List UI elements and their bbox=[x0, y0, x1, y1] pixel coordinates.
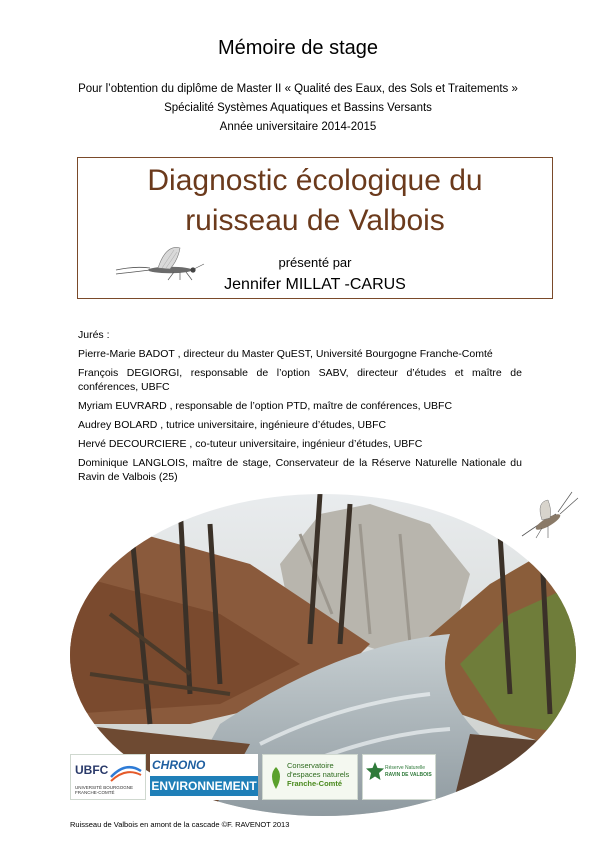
mayfly-illustration-small bbox=[512, 486, 582, 551]
cen-franche-comte-logo bbox=[262, 754, 358, 800]
partner-logos bbox=[70, 754, 480, 800]
cen-logo-line-3: Franche-Comté bbox=[287, 779, 343, 788]
thesis-title-box bbox=[77, 157, 553, 299]
jury-member: Dominique LANGLOIS, maître de stage, Conservateur de la Réserve Naturelle Nationale du Ravin de Valbois (25) bbox=[78, 457, 522, 483]
chrono-logo-top: CHRONO bbox=[152, 758, 206, 772]
ubfc-logo-subtext: UNIVERSITÉ BOURGOGNE FRANCHE-COMTÉ bbox=[75, 785, 134, 795]
cen-logo-line-2: d'espaces naturels bbox=[287, 770, 350, 779]
document-title: Mémoire de stage bbox=[217, 37, 379, 59]
jury-label: Jurés : bbox=[78, 329, 110, 341]
jury-member: Audrey BOLARD , tutrice universitaire, ingénieure d’études, UBFC bbox=[78, 419, 387, 431]
jury-section bbox=[78, 328, 522, 484]
rn-logo-line-2: RAVIN DE VALBOIS bbox=[385, 772, 432, 778]
author-name: Jennifer MILLAT -CARUS bbox=[224, 276, 406, 293]
academic-year-line: Année universitaire 2014-2015 bbox=[219, 121, 377, 133]
cen-logo-line-1: Conservatoire bbox=[287, 761, 334, 770]
ubfc-logo-text: UBFC bbox=[75, 763, 109, 777]
degree-line: Pour l’obtention du diplôme de Master II « Qualité des Eaux, des Sols et Traitements » bbox=[78, 83, 518, 95]
photo-caption: Ruisseau de Valbois en amont de la cascade ©F. RAVENOT 2013 bbox=[70, 820, 290, 829]
chrono-environnement-logo bbox=[150, 754, 258, 800]
jury-member: Myriam EUVRARD , responsable de l’option PTD, maître de conférences, UBFC bbox=[78, 400, 453, 412]
reserve-naturelle-logo bbox=[362, 754, 436, 800]
jury-member: Hervé DECOURCIERE , co-tuteur universitaire, ingénieur d’études, UBFC bbox=[78, 438, 423, 450]
speciality-line: Spécialité Systèmes Aquatiques et Bassins Versants bbox=[164, 102, 432, 114]
jury-member: François DEGIORGI, responsable de l’option SABV, directeur d’études et maître de conférences, UBFC bbox=[78, 367, 522, 393]
thesis-title-line-1: Diagnostic écologique du bbox=[147, 164, 483, 197]
thesis-title-line-2: ruisseau de Valbois bbox=[185, 204, 445, 237]
chrono-logo-bottom: ENVIRONNEMENT bbox=[150, 776, 258, 796]
ubfc-logo bbox=[70, 754, 146, 800]
rn-logo-line-1: Réserve Naturelle bbox=[385, 765, 426, 771]
presented-by-label: présenté par bbox=[278, 255, 352, 270]
jury-member: Pierre-Marie BADOT , directeur du Master QuEST, Université Bourgogne Franche-Comté bbox=[78, 348, 493, 360]
